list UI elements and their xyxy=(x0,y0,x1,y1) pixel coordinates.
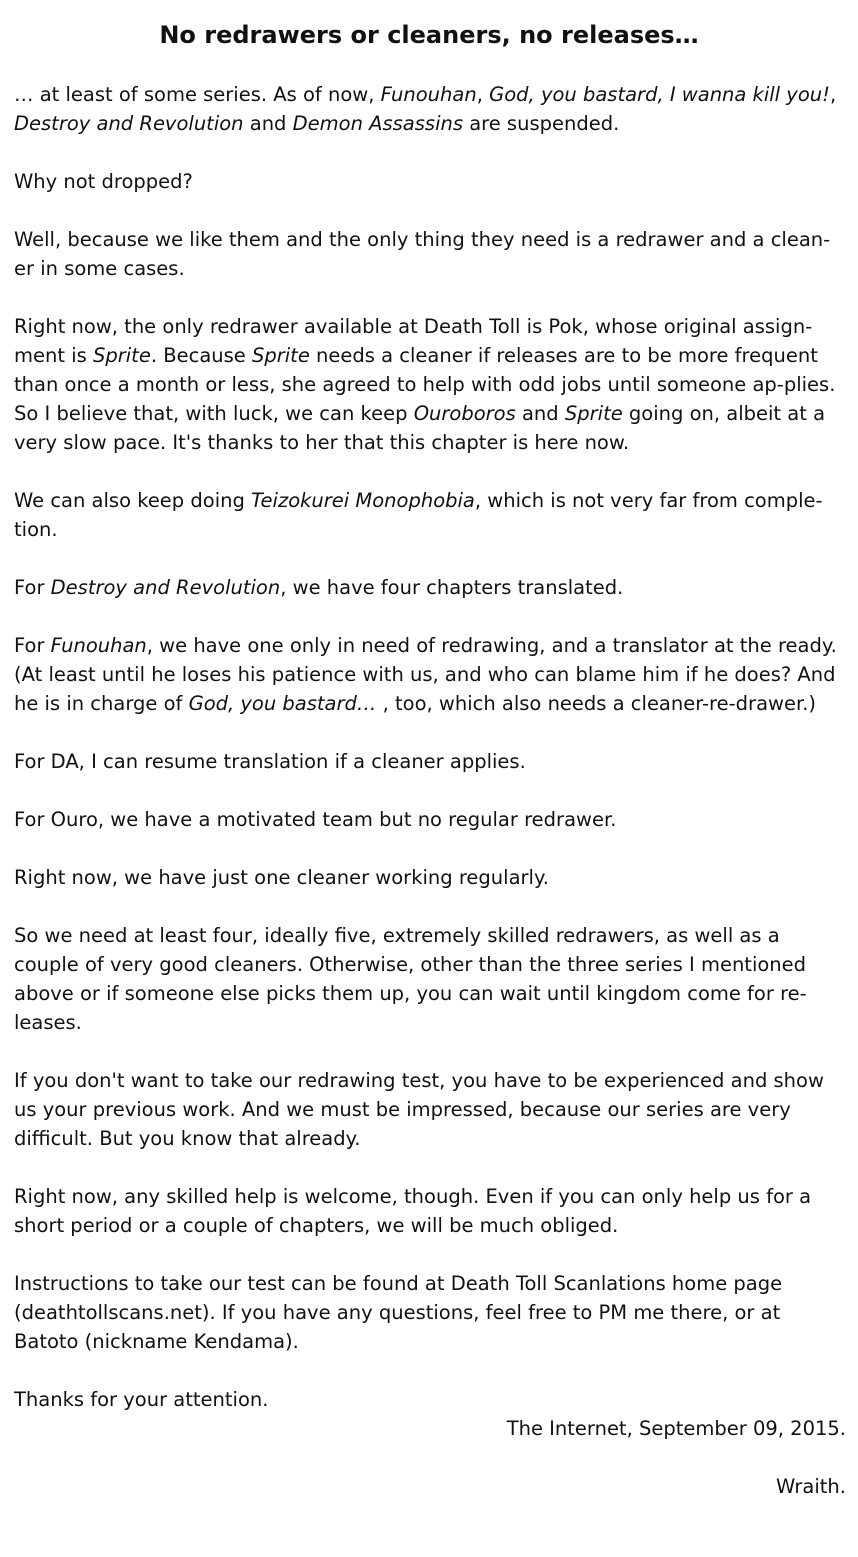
text-span: , we have one only in need of redrawing, and a translator at the ready. (At least until he loses his patience with us, and who can blame him if he does? And he is in charge of xyxy=(14,634,837,715)
paragraph-cleaner-count: Right now, we have just one cleaner working regularly. xyxy=(14,866,549,889)
text-span: , which is not very far from comple-tion. xyxy=(14,489,823,541)
series-title: Funouhan xyxy=(50,634,147,657)
series-title: Sprite xyxy=(564,402,623,425)
series-title: Destroy and Revolution xyxy=(14,112,244,135)
text-span: and xyxy=(243,112,293,135)
series-title: Sprite xyxy=(92,344,151,367)
series-title: Demon Assassins xyxy=(292,112,463,135)
series-title: Sprite xyxy=(251,344,310,367)
text-span: We can also keep doing xyxy=(14,489,252,512)
paragraph-reason: Well, because we like them and the only thing they need is a redrawer and a clean-er in some cases. xyxy=(14,228,831,280)
paragraph-funouhan xyxy=(14,631,846,718)
paragraph-instructions: Instructions to take our test can be found at Death Toll Scanlations home page (deathtollscans.net). If you have any questions, feel free to PM me there, or at Batoto (nickname Kendama). xyxy=(14,1272,783,1353)
paragraph-thanks: Thanks for your attention. xyxy=(14,1388,269,1411)
text-span: For xyxy=(14,576,51,599)
paragraph-redrawing-test: If you don't want to take our redrawing test, you have to be experienced and show us your previous work. And we must be impressed, because our series are very difficult. But you know that already. xyxy=(14,1069,824,1150)
document-body xyxy=(14,80,846,1501)
paragraph-monophobia xyxy=(14,486,846,544)
signature-name: Wraith. xyxy=(776,1475,846,1498)
series-title: God, you bastard, I wanna kill you! xyxy=(489,83,830,106)
text-span: . Because xyxy=(150,344,252,367)
paragraph-da: For DA, I can resume translation if a cleaner applies. xyxy=(14,750,526,773)
paragraph-ouro: For Ouro, we have a motivated team but no regular redrawer. xyxy=(14,808,617,831)
paragraph-why-not-dropped: Why not dropped? xyxy=(14,170,193,193)
series-title: Destroy and Revolution xyxy=(50,576,281,599)
paragraph-current-redrawer xyxy=(14,312,846,457)
text-span: Right now, the only redrawer available at Death Toll is Pok, whose original assign-ment is xyxy=(14,315,813,367)
text-span: … at least of some series. As of now, xyxy=(14,83,381,106)
text-span: going on, albeit at a very slow pace. It's thanks to her that this chapter is here now. xyxy=(14,402,826,454)
text-span: , xyxy=(829,83,837,106)
text-span: , we have four chapters translated. xyxy=(280,576,624,599)
series-title: God, you bastard… xyxy=(188,692,377,715)
signature-date: The Internet, September 09, 2015. xyxy=(506,1417,846,1440)
paragraph-suspended-series xyxy=(14,80,846,138)
document-title: No redrawers or cleaners, no releases… xyxy=(159,21,699,49)
text-span: , xyxy=(476,83,490,106)
paragraph-staff-needs: So we need at least four, ideally five, extremely skilled redrawers, as well as a couple of very good cleaners. Otherwise, other than the three series I mentioned above or if someone else picks them up, you can wait until kingdom come for re-leases. xyxy=(14,924,807,1034)
series-title: Teizokurei Monophobia xyxy=(251,489,475,512)
text-span: are suspended. xyxy=(463,112,620,135)
paragraph-destroy-revolution xyxy=(14,573,846,602)
text-span: For xyxy=(14,634,51,657)
series-title: Ouroboros xyxy=(413,402,516,425)
series-title: Funouhan xyxy=(380,83,477,106)
text-span: and xyxy=(515,402,565,425)
text-span: needs a cleaner if releases are to be more frequent than once a month or less, she agreed to help with odd jobs until someone ap-plies. So I believe that, with luck, we can keep xyxy=(14,344,836,425)
paragraph-help-welcome: Right now, any skilled help is welcome, though. Even if you can only help us for a short period or a couple of chapters, we will be much obliged. xyxy=(14,1185,812,1237)
text-span: , too, which also needs a cleaner-re-drawer.) xyxy=(376,692,816,715)
